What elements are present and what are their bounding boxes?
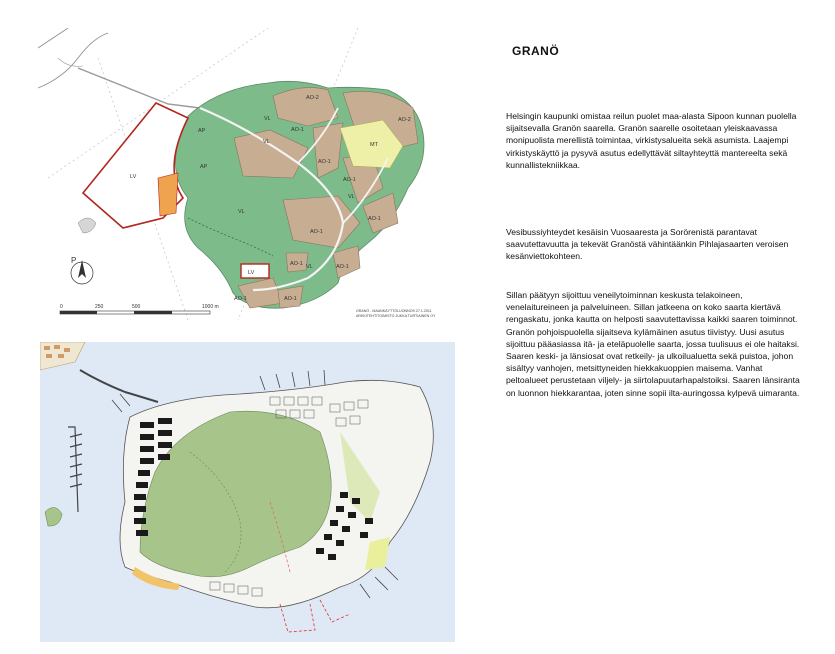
zone-label: VL	[263, 139, 270, 145]
land-use-map	[38, 28, 456, 320]
urban-plan-map	[40, 342, 455, 642]
zone-label: VL	[238, 209, 245, 215]
zone-label: VL	[264, 116, 271, 122]
svg-text:P: P	[71, 256, 77, 265]
zone-label: AO-1	[310, 229, 323, 235]
zone-label: AO-1	[318, 159, 331, 165]
zone-label: AO-1	[336, 264, 349, 270]
zone-label: VL	[348, 194, 355, 200]
zone-label: LV	[130, 174, 137, 180]
zone-label: MT	[370, 142, 378, 148]
plan-paragraph: Sillan päätyyn sijoittuu veneilytoiminnan keskusta telakoineen, venelaitureineen ja palveluineen. Sillan jatkeena on koko saarta kiertävä rengaskatu, jonka kautta on helposti saavutettavissa kaikki saaren toiminnot. Granön pohjoispuolella sijaitseva kylämäinen asutus tiivistyy. Uusi asutus sijoittuu pääasiassa itä- ja eteläpuolelle saarta, jossa tuulisuus ei ole haitaksi. Saaren keski- ja länsiosat ovat retkeily- ja ulkoilualuetta sekä puistoa, johon sisältyy vanhojen, metsittyneiden hiekkakuoppien maisema. Vanhat peltoalueet perustetaan viljely- ja siirtolapuutarhapalstoiksi. Saaren länsiranta on luonnon hiekkarantaa, joten sinne sopii ilta-auringossa kylpevä uimaranta.	[506, 290, 800, 398]
zone-label: AO-1	[290, 261, 303, 267]
zone-label: AO-1	[291, 127, 304, 133]
zone-label: LV	[248, 270, 255, 276]
zone-label: AP	[200, 164, 208, 170]
zone-label: AO-2	[398, 117, 411, 123]
page-title: GRANÖ	[512, 44, 560, 58]
svg-text:0: 0	[60, 304, 63, 310]
svg-text:250: 250	[95, 304, 104, 310]
zone-label: VL	[306, 264, 313, 270]
zone-label: AO-1	[368, 216, 381, 222]
svg-text:500: 500	[132, 304, 141, 310]
zone-label: AO-1	[343, 177, 356, 183]
svg-text:1000 m: 1000 m	[202, 304, 219, 310]
zone-label: AO-1	[234, 296, 247, 302]
transport-paragraph: Vesibussiyhteydet kesäisin Vuosaaresta ja Sorörenistä parantavat saavutettavuutta ja tekevät Granöstä vähintäänkin Pihlajasaarten veroisen kesänviettokohteen.	[506, 227, 789, 262]
map-caption-office: ARKKITEHTITOIMISTO JUKKA TURTIAINEN OY	[356, 314, 436, 318]
intro-paragraph: Helsingin kaupunki omistaa reilun puolet maa-alasta Sipoon kunnan puolella sijaitsevalla Granön saarella. Granön saarelle osoitetaan yleiskaavassa monipuolista merellistä toimintaa, virkistysalueita sekä asumista. Laajempi virkistyskäyttö ja pysyvä asutus edellyttävät siltayhteyttä mantereelta sekä kunnallistekniikkaa.	[506, 111, 797, 170]
zone-label: AP	[198, 128, 206, 134]
zone-label: AO-2	[306, 95, 319, 101]
map-caption: GRANÖ - MAANKÄYTTÖLUONNOS 27.1.2011	[356, 309, 432, 313]
zone-label: AO-1	[284, 296, 297, 302]
